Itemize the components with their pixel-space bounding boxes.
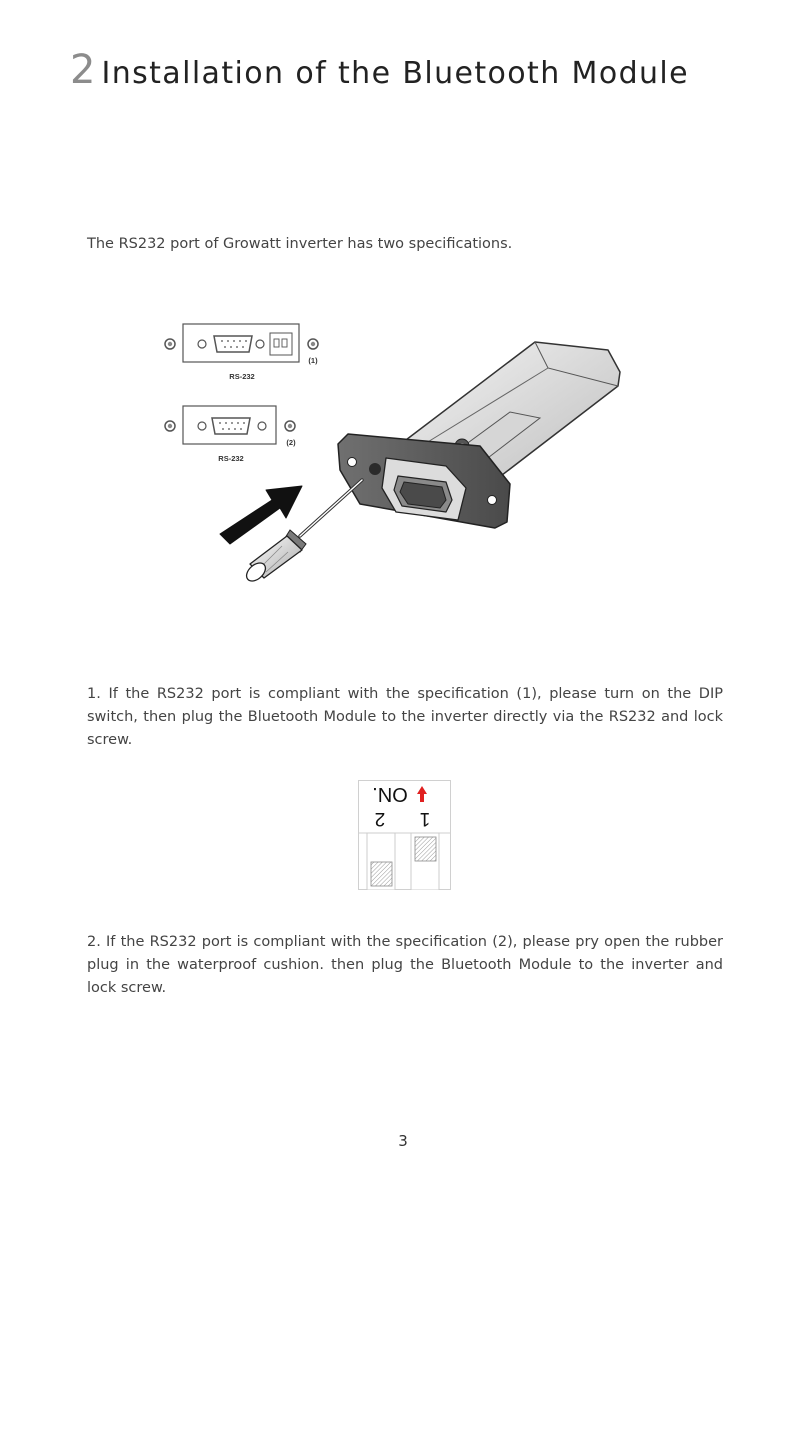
rs232-port-spec-1 [165, 324, 318, 381]
section-title: Installation of the Bluetooth Module [101, 56, 690, 91]
section-number: 2 [70, 47, 96, 93]
step-2-paragraph: 2. If the RS232 port is compliant with the specification (2), please pry open the rubber plug in the waterproof cushion. then plug the Bluetooth Module to the inverter and lock screw. [87, 934, 723, 996]
dip-switch-1-number: 1 [419, 808, 431, 829]
dip-switch-diagram [358, 780, 451, 890]
page-number: 3 [398, 1132, 408, 1150]
port2-label: RS-232 [218, 454, 244, 463]
dip-switch-2-lever [371, 862, 392, 886]
rs232-port-spec-2 [165, 406, 296, 463]
intro-paragraph: The RS232 port of Growatt inverter has two specifications. [87, 236, 513, 252]
bluetooth-module [338, 342, 620, 528]
dip-on-label: ON. [372, 783, 408, 805]
bluetooth-module-illustration [150, 316, 630, 596]
dip-switch-2-number: 2 [374, 808, 386, 829]
step-1-paragraph: 1. If the RS232 port is compliant with the specification (1), please turn on the DIP switch, then plug the Bluetooth Module to the inverter directly via the RS232 and lock screw. [87, 686, 723, 748]
section-heading [70, 47, 690, 93]
port1-label: RS-232 [229, 372, 255, 381]
dip-switch-1-lever [415, 837, 436, 861]
port2-spec-label: (2) [286, 438, 296, 447]
port1-spec-label: (1) [308, 356, 318, 365]
screwdriver-icon [243, 480, 362, 585]
